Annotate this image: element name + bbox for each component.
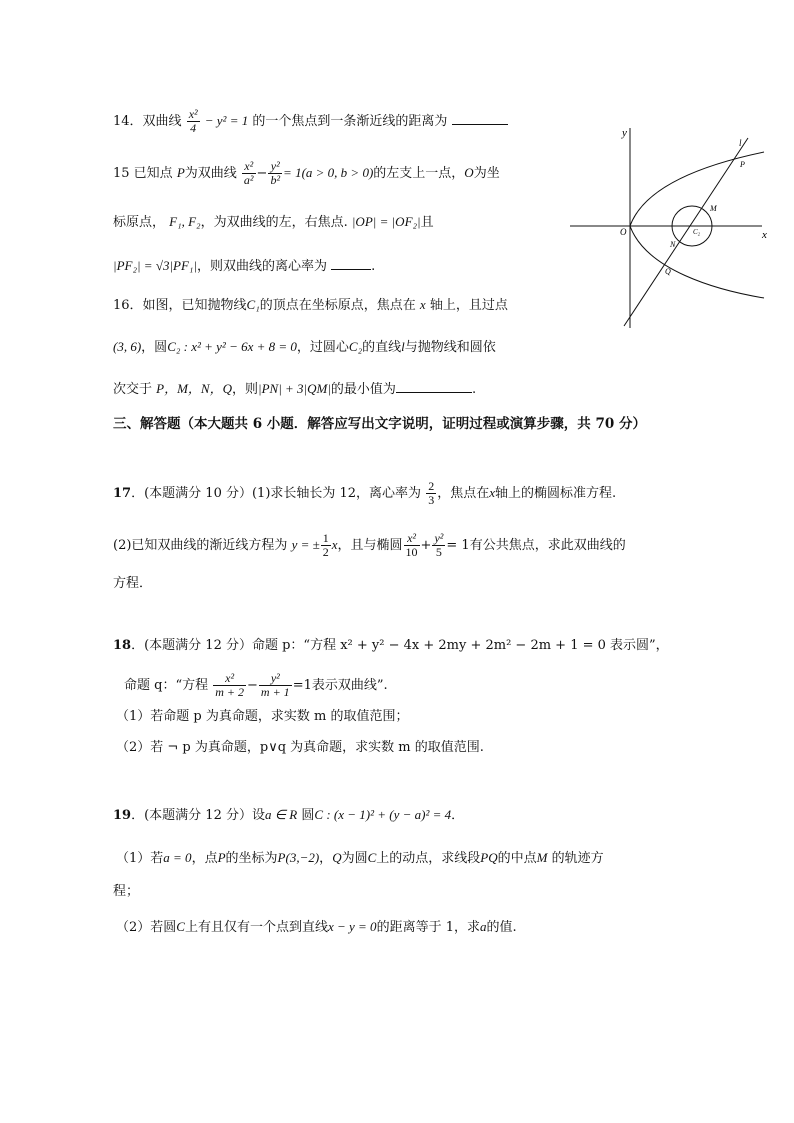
q15-line3-rest: ，则双曲线的离心率为 bbox=[197, 259, 328, 274]
q17-x: x bbox=[489, 485, 495, 500]
q16-point: (3, 6) bbox=[113, 339, 142, 354]
parabola-curve bbox=[630, 152, 764, 298]
q19-math: a ∈ R bbox=[264, 807, 298, 822]
q16-line2-mid: ，圆 bbox=[141, 340, 168, 355]
q19-line4-eq: x − y = 0 bbox=[327, 919, 377, 934]
q15-frac2-den: b² bbox=[270, 173, 281, 187]
question-19-line-1 bbox=[113, 805, 464, 826]
q18-line2-end: =1表示双曲线”. bbox=[292, 678, 388, 693]
q16-line3-mid: ，则 bbox=[232, 382, 259, 397]
q19-line2-mid: ，点 bbox=[191, 851, 218, 866]
question-16-line-2 bbox=[113, 337, 496, 358]
q17-e1-den: 10 bbox=[405, 545, 418, 559]
q17-ecc bbox=[426, 480, 436, 507]
q16-line2-rest2: 的直线 bbox=[362, 340, 402, 355]
q16-C2: C₂ bbox=[348, 339, 363, 354]
q19-number: 19 bbox=[113, 808, 132, 823]
q17-rest: ，焦点在 bbox=[437, 486, 490, 501]
q15-mid: 为双曲线 bbox=[184, 166, 237, 181]
q15-frac1-num: x² bbox=[242, 160, 256, 174]
center-c2-label: C₂ bbox=[693, 228, 701, 236]
q16-points: P，M，N，Q bbox=[156, 381, 232, 396]
q18-frac-1 bbox=[213, 672, 246, 699]
point-q-label: Q bbox=[665, 267, 671, 276]
q17-asym-num: 1 bbox=[322, 531, 329, 545]
question-16-line-3: 次交于 P，M，N，Q，则|PN| + 3|QM|的最小值为 . bbox=[113, 381, 477, 397]
q19-circle: C : (x − 1)² + (y − a)² = 4 bbox=[314, 807, 452, 822]
question-19-line-4 bbox=[116, 917, 517, 938]
q15-suffix: 的左支上一点， bbox=[373, 166, 465, 181]
q17-line2-end: 有公共焦点，求此双曲线的 bbox=[469, 538, 626, 553]
q17-line2-mid: ，且与椭圆 bbox=[337, 538, 403, 553]
q18-frac-2 bbox=[259, 672, 292, 699]
question-17-line-2: (2)已知双曲线的渐近线方程为 y = ± $\frac{1}{2}$ x，且与椭圆 $\frac{\text{x²}}{10}$ + $\frac{\text{y²}}{5}$ = 1有公共焦点，求此双曲线的 bbox=[113, 531, 626, 559]
q16-line2-end: 与抛物线和圆依 bbox=[404, 340, 496, 355]
q19-line2-prefix: （1）若 bbox=[116, 851, 164, 866]
question-15-line-1: 15 已知点 P为双曲线 $\frac{\text{x²}}{\text{a²}}$ − $\frac{\text{y²}}{\text{b²}}$ = 1(a > 0, b > 0)的左支上一点，O为坐 bbox=[113, 159, 500, 187]
q16-expr: |PN| + 3|QM| bbox=[258, 381, 331, 396]
q19-line2-mid6: 的中点 bbox=[497, 851, 537, 866]
q18-number: 18 bbox=[113, 638, 132, 653]
q19-line2-mid3: ， bbox=[319, 851, 333, 866]
q17-e2-num: y² bbox=[434, 531, 444, 545]
question-19-line-3: 程； bbox=[113, 884, 140, 899]
q15-line2-rest: ，为双曲线的左，右焦点. bbox=[200, 215, 348, 230]
q19-mid: 圆 bbox=[301, 808, 315, 823]
q17-asym-x: x bbox=[331, 537, 338, 552]
question-17-line-3: 方程． bbox=[113, 576, 153, 591]
q16-answer-blank[interactable] bbox=[396, 380, 472, 393]
q19-Q: Q bbox=[332, 850, 342, 865]
q15-end: 为坐 bbox=[473, 166, 500, 181]
q17-end: 轴上的椭圆标准方程. bbox=[495, 486, 617, 501]
question-14 bbox=[113, 108, 508, 135]
q14-suffix: 的一个焦点到一条渐近线的距离为 bbox=[252, 114, 448, 129]
q19-M: M bbox=[536, 850, 548, 865]
q19-line2-mid2: 的坐标为 bbox=[225, 851, 278, 866]
q17-e1-num: x² bbox=[404, 532, 420, 546]
question-16-line-1 bbox=[113, 295, 508, 316]
q19-a: a bbox=[479, 919, 487, 934]
q15-line2-end: 且 bbox=[420, 215, 434, 230]
q19-line2-end: 的轨迹方 bbox=[551, 851, 604, 866]
question-17-line-1 bbox=[113, 480, 616, 507]
point-m-label: M bbox=[710, 204, 717, 213]
q17-ellipse-frac-1 bbox=[404, 532, 420, 559]
q16-x: x bbox=[419, 297, 426, 312]
origin-label: O bbox=[620, 227, 627, 237]
q17-asym-den: 2 bbox=[322, 545, 329, 559]
question-15-line-2 bbox=[113, 212, 434, 233]
q14-answer-blank[interactable] bbox=[452, 112, 508, 125]
q18-f1-num: x² bbox=[213, 672, 246, 686]
point-n-label: N bbox=[670, 240, 676, 249]
y-axis-label: y bbox=[622, 127, 627, 139]
q19-C: C bbox=[367, 850, 377, 865]
q15-frac1-den: a² bbox=[243, 173, 254, 187]
line-l-label: l bbox=[739, 138, 742, 148]
q18-f2-num: y² bbox=[259, 672, 292, 686]
q19-line4-mid: 上有且仅有一个点到直线 bbox=[184, 920, 328, 935]
q17-e-rest: = 1 bbox=[446, 538, 470, 553]
q15-foci: F₁, F₂ bbox=[169, 214, 201, 229]
q16-l: l bbox=[401, 339, 405, 354]
q19-prefix: ．(本题满分 12 分）设 bbox=[131, 808, 265, 823]
q15-P: P bbox=[176, 165, 185, 180]
q17-ecc-num: 2 bbox=[428, 479, 435, 493]
q18-line1-text: ．(本题满分 12 分）命题 p：“方程 x² + y² − 4x + 2my + 2m² − 2m + 1 = 0 表示圆”， bbox=[131, 638, 669, 653]
q15-frac2-num: y² bbox=[268, 160, 282, 174]
q14-fraction bbox=[187, 108, 200, 135]
question-15-line-3: |PF₂| = √3|PF₁|，则双曲线的离心率为 . bbox=[113, 258, 376, 274]
question-18-line-3: （1）若命题 p 为真命题，求实数 m 的取值范围； bbox=[116, 709, 409, 724]
q16-rest: 的顶点在坐标原点，焦点在 bbox=[259, 298, 416, 313]
q19-line4-end: 的距离等于 1，求 bbox=[376, 920, 480, 935]
parabola-circle-figure bbox=[566, 122, 776, 332]
q18-f1-den: m + 2 bbox=[215, 685, 245, 699]
q19-Pcoord: P(3,−2) bbox=[277, 850, 320, 865]
q15-line2-eq: |OP| = |OF₂| bbox=[351, 214, 421, 229]
q16-line2-rest: ，过圆心 bbox=[296, 340, 349, 355]
q18-line2-prefix: 命题 q：“方程 bbox=[124, 678, 209, 693]
q17-line2-prefix: (2)已知双曲线的渐近线方程为 bbox=[113, 538, 288, 553]
q16-end: 轴上，且过点 bbox=[429, 298, 508, 313]
q19-C-2: C bbox=[176, 919, 185, 934]
q18-f2-den: m + 1 bbox=[260, 685, 290, 699]
section-3-heading: 三、解答题（本大题共 6 小题．解答应写出文字说明，证明过程或演算步骤，共 70 分） bbox=[113, 416, 646, 432]
q15-O: O bbox=[464, 165, 474, 180]
question-18-line-4: （2）若 ¬ p 为真命题，p∨q 为真命题，求实数 m 的取值范围. bbox=[116, 740, 484, 755]
question-18-line-2: 命题 q：“方程 $\frac{\text{x²}}{m + 2}$ − $\frac{\text{y²}}{m + 1}$ =1表示双曲线”. bbox=[124, 671, 388, 699]
q19-a0: a = 0 bbox=[163, 850, 192, 865]
question-19-line-2 bbox=[116, 848, 604, 869]
q17-ellipse-frac-2 bbox=[432, 532, 445, 559]
q14-frac-den: 4 bbox=[190, 121, 197, 135]
q15-frac-2 bbox=[268, 160, 282, 187]
line-l bbox=[624, 138, 748, 326]
q17-prefix: ．(本题满分 10 分）(1)求长轴长为 12，离心率为 bbox=[131, 486, 422, 501]
q14-frac-num: x² bbox=[188, 107, 198, 121]
q16-prefix: 16．如图，已知抛物线 bbox=[113, 298, 247, 313]
q17-e2-den: 5 bbox=[435, 545, 442, 559]
q14-eq-rest: − y² = 1 bbox=[204, 113, 249, 128]
q17-ecc-den: 3 bbox=[428, 493, 435, 507]
q19-line4-tail: 的值. bbox=[486, 920, 517, 935]
q15-cond: = 1(a > 0, b > 0) bbox=[283, 165, 374, 180]
q17-number: 17 bbox=[113, 486, 132, 501]
q16-line3-end: 的最小值为 bbox=[330, 382, 396, 397]
q19-line4-prefix: （2）若圆 bbox=[116, 920, 177, 935]
q15-frac-1 bbox=[242, 160, 256, 187]
q15-line2-text: 标原点， bbox=[113, 215, 166, 230]
q17-asym-frac bbox=[321, 532, 331, 559]
q19-line2-mid4: 为圆 bbox=[341, 851, 368, 866]
q16-circle: C₂ : x² + y² − 6x + 8 = 0 bbox=[167, 339, 297, 354]
q15-line3-eq: |PF₂| = √3|PF₁| bbox=[113, 258, 198, 273]
q19-PQ: PQ bbox=[480, 850, 498, 865]
q19-P: P bbox=[217, 850, 226, 865]
q19-line2-mid5: 上的动点，求线段 bbox=[376, 851, 481, 866]
point-p-label: P bbox=[740, 160, 745, 169]
q14-prefix: 14．双曲线 bbox=[113, 114, 182, 129]
q17-asym: y = ± bbox=[291, 537, 320, 552]
q16-line3-prefix: 次交于 bbox=[113, 382, 153, 397]
q19-end: ． bbox=[451, 808, 465, 823]
x-axis-label: x bbox=[762, 229, 767, 241]
q16-C1: C₁ bbox=[246, 297, 260, 312]
q15-answer-blank[interactable] bbox=[331, 257, 371, 270]
question-18-line-1 bbox=[113, 636, 669, 656]
q15-prefix: 15 已知点 bbox=[113, 166, 177, 181]
